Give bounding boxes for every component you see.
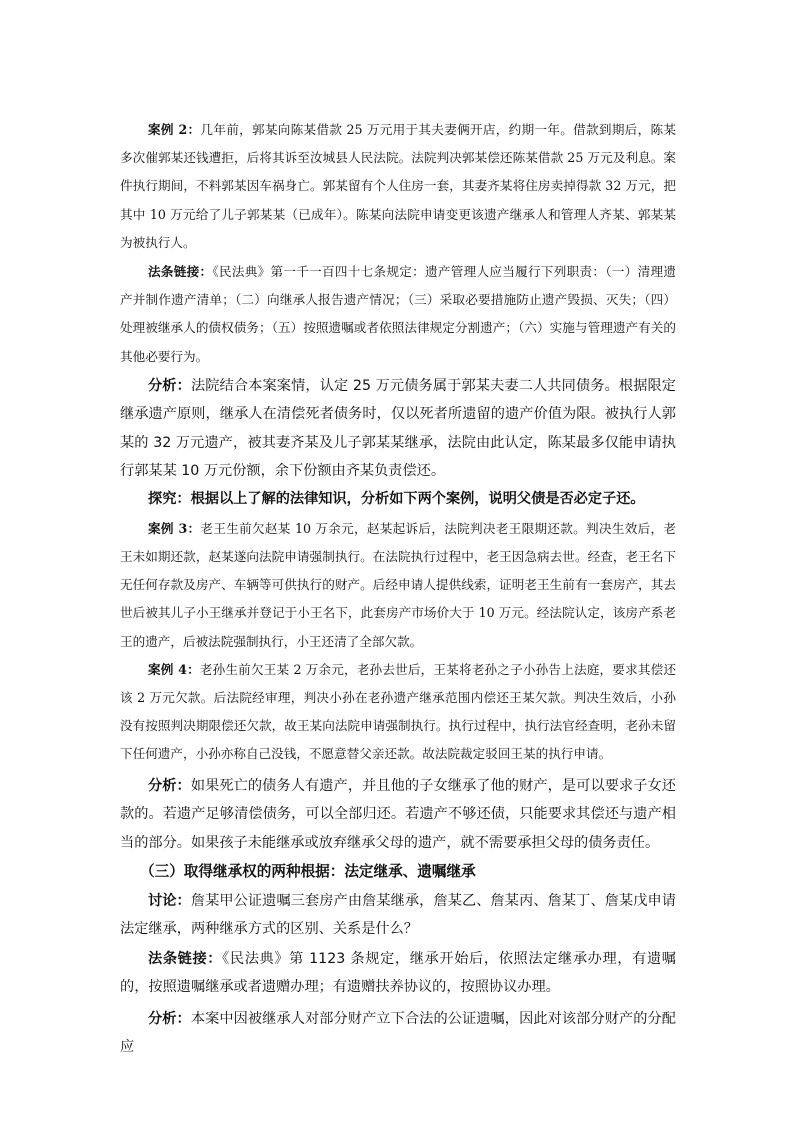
discussion-text: 詹某甲公证遗嘱三套房产由詹某继承，詹某乙、詹某丙、詹某丁、詹某戊申请法定继承，两种继承方式的区别、关系是什么？ bbox=[120, 892, 676, 938]
analysis-2-text: 如果死亡的债务人有遗产，并且他的子女继承了他的财产，是可以要求子女还款的。若遗产足够清偿债务，可以全部归还。若遗产不够还债，只能要求其偿还与遗产相当的部分。如果孩子未能继承或放弃继承父母的遗产，就不需要承担父母的债务责任。 bbox=[120, 777, 676, 851]
case-4-text: 老孙生前欠王某 2 万余元，老孙去世后，王某将老孙之子小孙告上法庭，要求其偿还该 2 万元欠款。后法院经审理，判决小孙在老孙遗产继承范围内偿还王某欠款。判决生效后，小孙没有按照判决期限偿还欠款，故王某向法院申请强制执行。执行过程中，执行法官经查明，老孙未留下任何遗产，小孙亦称自己没钱，不愿意替父亲还款。故法院裁定驳回王某的执行申请。 bbox=[120, 661, 676, 762]
analysis-3-paragraph bbox=[120, 1005, 676, 1062]
case-2-label: 案例 2： bbox=[148, 122, 201, 137]
law-link-1-paragraph bbox=[120, 258, 676, 371]
document-body bbox=[120, 116, 676, 1061]
case-4-paragraph bbox=[120, 656, 676, 769]
law-link-1-text: 《民法典》第一千一百四十七条规定：遗产管理人应当履行下列职责：（一）清理遗产并制作遗产清单；（二）向继承人报告遗产情况；（三）采取必要措施防止遗产毁损、灭失；（四）处理被继承人的债权债务；（五）按照遗嘱或者依照法律规定分割遗产；（六）实施与管理遗产有关的其他必要行为。 bbox=[120, 264, 676, 364]
case-3-paragraph bbox=[120, 515, 676, 656]
law-link-2-text: 《民法典》第 1123 条规定，继承开始后，依照法定继承办理，有遗嘱的，按照遗嘱继承或者遗赠办理；有遗赠扶养协议的，按照协议办理。 bbox=[120, 950, 676, 996]
section-3-heading: （三）取得继承权的两种根据：法定继承、遗嘱继承 bbox=[140, 862, 476, 880]
analysis-2-label: 分析： bbox=[148, 777, 191, 794]
case-2-text: 几年前，郭某向陈某借款 25 万元用于其夫妻俩开店，约期一年。借款到期后，陈某多次催郭某还钱遭拒，后将其诉至汝城县人民法院。法院判决郭某偿还陈某借款 25 万元及利息。案件执行期间，不料郭某因车祸身亡。郭某留有个人住房一套，其妻齐某将住房卖掉得款 32 万元，把其中 10 万元给了儿子郭某某（已成年）。陈某向法院申请变更该遗产继承人和管理人齐某、郭某某为被执行人。 bbox=[120, 122, 676, 250]
case-3-label: 案例 3： bbox=[148, 520, 201, 536]
analysis-3-text: 本案中因被继承人对部分财产立下合法的公证遗嘱，因此对该部分财产的分配应 bbox=[120, 1010, 676, 1055]
analysis-1-label: 分析： bbox=[148, 377, 191, 394]
inquiry-text: 探究：根据以上了解的法律知识，分析如下两个案例，说明父债是否必定子还。 bbox=[148, 491, 645, 508]
law-link-1-label: 法条链接： bbox=[148, 264, 213, 280]
law-link-2-paragraph bbox=[120, 945, 676, 1002]
analysis-3-label: 分析： bbox=[148, 1010, 191, 1027]
case-4-label: 案例 4： bbox=[148, 661, 200, 677]
case-2-paragraph bbox=[120, 116, 676, 257]
discussion-label: 讨论： bbox=[148, 892, 191, 909]
case-3-text: 老王生前欠赵某 10 万余元，赵某起诉后，法院判决老王限期还款。判决生效后，老王未如期还款，赵某遂向法院申请强制执行。在法院执行过程中，老王因急病去世。经查，老王名下无任何存款及房产、车辆等可供执行的财产。后经申请人提供线索，证明老王生前有一套房产，其去世后被其儿子小王继承并登记于小王名下，此套房产市场价大于 10 万元。经法院认定，该房产系老王的遗产，后被法院强制执行，小王还清了全部欠款。 bbox=[120, 520, 676, 649]
analysis-2-paragraph bbox=[120, 772, 676, 857]
analysis-1-text: 法院结合本案案情，认定 25 万元债务属于郭某夫妻二人共同债务。根据限定继承遗产原则，继承人在清偿死者债务时，仅以死者所遗留的遗产价值为限。被执行人郭某的 32 万元遗产，被其妻齐某及儿子郭某某继承，法院由此认定，陈某最多仅能申请执行郭某某 10 万元份额，余下份额由齐某负责偿还。 bbox=[120, 377, 676, 480]
analysis-1-paragraph bbox=[120, 372, 676, 486]
law-link-2-label: 法条链接： bbox=[148, 950, 223, 967]
discussion-paragraph bbox=[120, 887, 676, 944]
inquiry-paragraph bbox=[120, 485, 676, 513]
